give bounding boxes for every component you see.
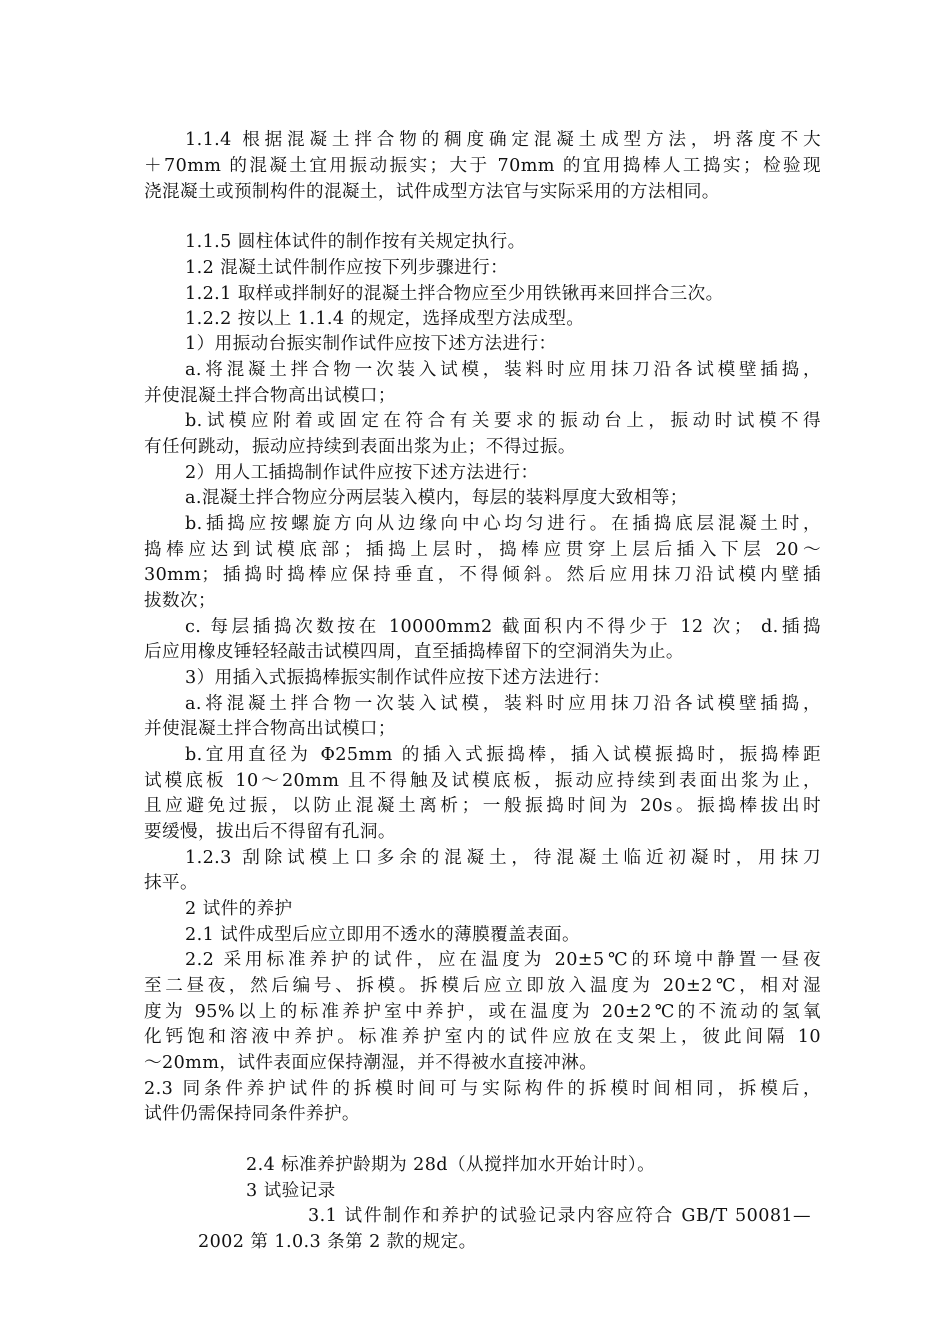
section-heading: 1.2 混凝土试件制作应按下列步骤进行：: [185, 258, 509, 278]
text-line: 试模底板 10～20mm 且不得触及试模底板，振动应持续到表面出浆为止，: [144, 771, 821, 791]
text-line: 2.2 采用标准养护的试件，应在温度为 20±5℃的环境中静置一昼夜: [185, 950, 821, 970]
text-line: 抹平。: [144, 873, 198, 893]
text-line: 3.1 试件制作和养护的试验记录内容应符合 GB/T 50081—: [308, 1206, 811, 1226]
text-line: 2002 第 1.0.3 条第 2 款的规定。: [198, 1232, 477, 1252]
text-line: 1.2.2 按以上 1.1.4 的规定，选择成型方法成型。: [185, 309, 585, 329]
text-line: 至二昼夜，然后编号、拆模。拆模后应立即放入温度为 20±2℃，相对湿: [144, 976, 821, 996]
text-line: b.插捣应按螺旋方向从边缘向中心均匀进行。在插捣底层混凝土时，: [185, 514, 821, 534]
text-line: 1.1.4 根据混凝土拌合物的稠度确定混凝土成型方法，坍落度不大: [185, 130, 821, 150]
text-line: 并使混凝土拌合物高出试模口；: [144, 386, 396, 406]
text-line: b.试模应附着或固定在符合有关要求的振动台上，振动时试模不得: [185, 411, 821, 431]
text-line: b.宜用直径为 Φ25mm 的插入式振捣棒，插入试模振捣时，振捣棒距: [185, 745, 821, 765]
text-line: 且应避免过振，以防止混凝土离析；一般振捣时间为 20s。振捣棒拔出时: [144, 796, 821, 816]
text-line: a.将混凝土拌合物一次装入试模，装料时应用抹刀沿各试模壁插捣，: [185, 360, 821, 380]
text-line: 有任何跳动，振动应持续到表面出浆为止；不得过振。: [144, 437, 576, 457]
text-line: 1.2.3 刮除试模上口多余的混凝土，待混凝土临近初凝时，用抹刀: [185, 848, 821, 868]
text-line: 2.1 试件成型后应立即用不透水的薄膜覆盖表面。: [185, 925, 581, 945]
text-line: a.将混凝土拌合物一次装入试模，装料时应用抹刀沿各试模壁插捣，: [185, 694, 821, 714]
text-line: ～20mm，试件表面应保持潮湿，并不得被水直接冲淋。: [144, 1053, 598, 1073]
text-line: 1.1.5 圆柱体试件的制作按有关规定执行。: [185, 232, 526, 252]
text-line: 试件仍需保持同条件养护。: [144, 1104, 360, 1124]
text-line: 要缓慢，拔出后不得留有孔洞。: [144, 822, 396, 842]
text-line: 后应用橡皮锤轻轻敲击试模四周，直至插捣棒留下的空洞消失为止。: [144, 642, 684, 662]
text-line: a.混凝土拌合物应分两层装入模内，每层的装料厚度大致相等；: [185, 488, 688, 508]
text-line: c. 每层插捣次数按在 10000mm2 截面积内不得少于 12 次； d.插捣: [185, 617, 821, 637]
section-heading: 3 试验记录: [246, 1181, 336, 1201]
text-line: 捣棒应达到试模底部；插捣上层时，捣棒应贯穿上层后插入下层 20～: [144, 540, 821, 560]
text-line: 化钙饱和溶液中养护。标准养护室内的试件应放在支架上，彼此间隔 10: [144, 1027, 821, 1047]
text-line: ＋70mm 的混凝土宜用振动振实；大于 70mm 的宜用捣棒人工捣实；检验现: [144, 156, 821, 176]
text-line: 并使混凝土拌合物高出试模口；: [144, 719, 396, 739]
text-line: 30mm；插捣时捣棒应保持垂直，不得倾斜。然后应用抹刀沿试模内壁插: [144, 565, 821, 585]
text-line: 拔数次；: [144, 591, 216, 611]
text-line: 1.2.1 取样或拌制好的混凝土拌合物应至少用铁锹再来回拌合三次。: [185, 284, 724, 304]
text-line: 2.4 标准养护龄期为 28d（从搅拌加水开始计时）。: [246, 1155, 656, 1175]
section-heading: 2 试件的养护: [185, 899, 293, 919]
text-line: 1）用振动台振实制作试件应按下述方法进行：: [185, 334, 557, 354]
text-line: 度为 95%以上的标准养护室中养护，或在温度为 20±2℃的不流动的氢氧: [144, 1002, 821, 1022]
text-line: 2）用人工插捣制作试件应按下述方法进行：: [185, 463, 539, 483]
text-line: 浇混凝土或预制构件的混凝土，试件成型方法官与实际采用的方法相同。: [144, 182, 720, 202]
text-line: 2.3 同条件养护试件的拆模时间可与实际构件的拆模时间相同，拆模后，: [144, 1079, 821, 1099]
text-line: 3）用插入式振捣棒振实制作试件应按下述方法进行：: [185, 668, 611, 688]
